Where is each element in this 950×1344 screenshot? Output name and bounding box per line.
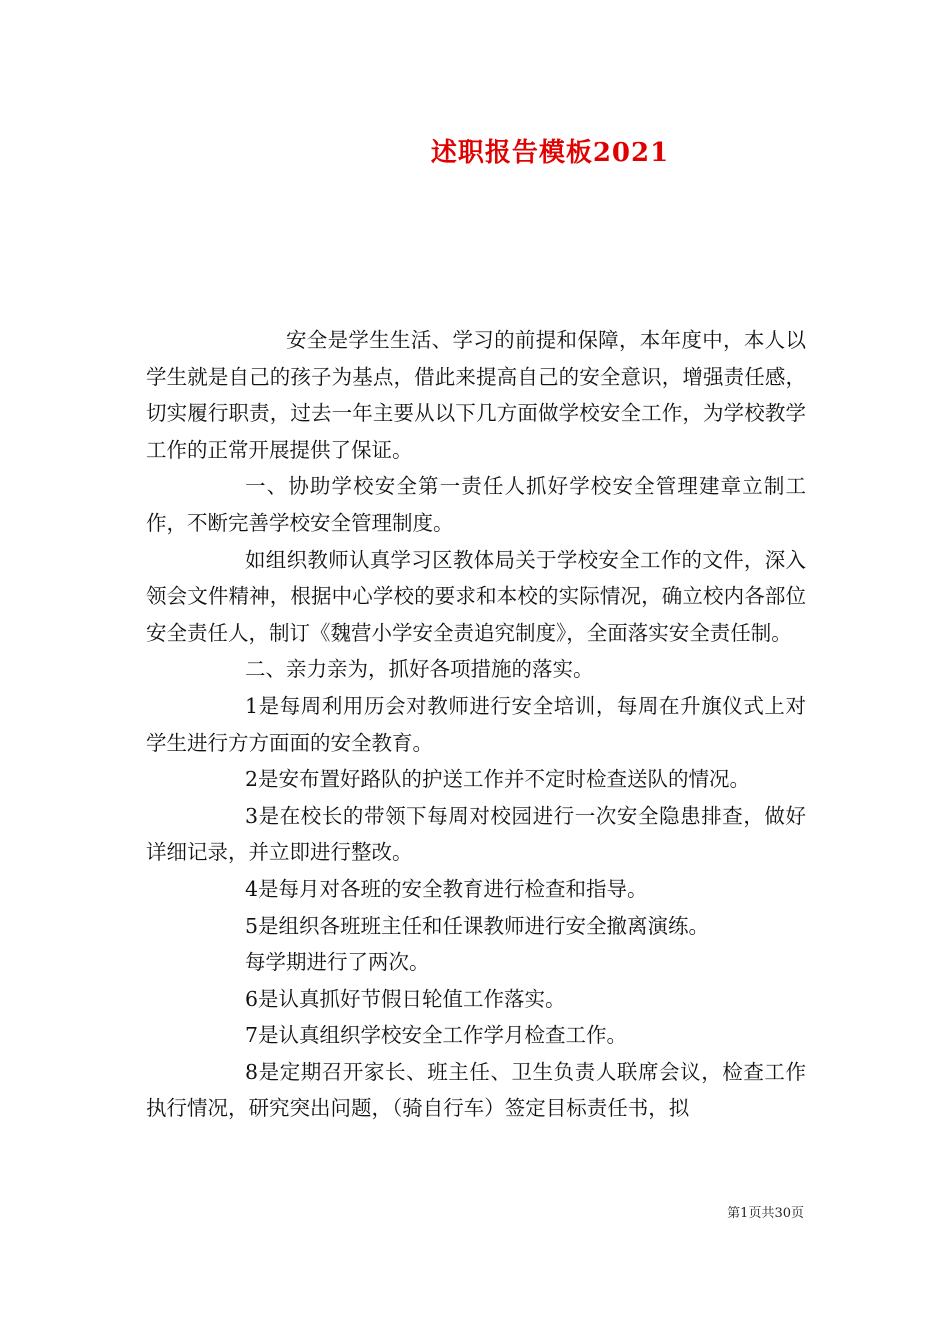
page-number: 第1页共30页 (727, 1206, 804, 1221)
document-title: 述职报告模板2021 (430, 138, 670, 168)
paragraph-intro: 安全是学生生活、学习的前提和保障，本年度中，本人以学生就是自己的孩子为基点，借此来提高自己的安全意识，增强责任感，切实履行职责，过去一年主要从以下几方面做学校安全工作，为学校教学工作的正常开展提供了保证。 (146, 328, 806, 462)
document-body (146, 322, 806, 1127)
paragraph-item-5: 5是组织各班班主任和任课教师进行安全撤离演练。 (245, 913, 710, 938)
paragraph-item-2: 2是安布置好路队的护送工作并不定时检查送队的情况。 (245, 767, 751, 792)
paragraph-item-5-note: 每学期进行了两次。 (245, 950, 430, 975)
paragraph-item-1: 1是每周利用历会对教师进行安全培训，每周在升旗仪式上对学生进行方方面面的安全教育。 (146, 693, 806, 755)
paragraph-item-4: 4是每月对各班的安全教育进行检查和指导。 (245, 876, 648, 901)
paragraph-item-6: 6是认真抓好节假日轮值工作落实。 (245, 986, 566, 1011)
paragraph-section-1-heading: 一、协助学校安全第一责任人抓好学校安全管理建章立制工作，不断完善学校安全管理制度。 (146, 474, 806, 535)
paragraph-item-8: 8是定期召开家长、班主任、卫生负责人联席会议，检查工作执行情况，研究突出问题，（骑自行车）签定目标责任书，拟 (146, 1059, 806, 1121)
paragraph-item-3: 3是在校长的带领下每周对校园进行一次安全隐患排查，做好详细记录，并立即进行整改。 (146, 803, 806, 865)
paragraph-item-7: 7是认真组织学校安全工作学月检查工作。 (245, 1023, 628, 1048)
paragraph-section-1-detail: 如组织教师认真学习区教体局关于学校安全工作的文件，深入领会文件精神，根据中心学校的要求和本校的实际情况，确立校内各部位安全责任人，制订《魏营小学安全责追究制度》，全面落实安全责任制。 (146, 547, 806, 645)
paragraph-section-2-heading: 二、亲力亲为，抓好各项措施的落实。 (245, 657, 594, 682)
